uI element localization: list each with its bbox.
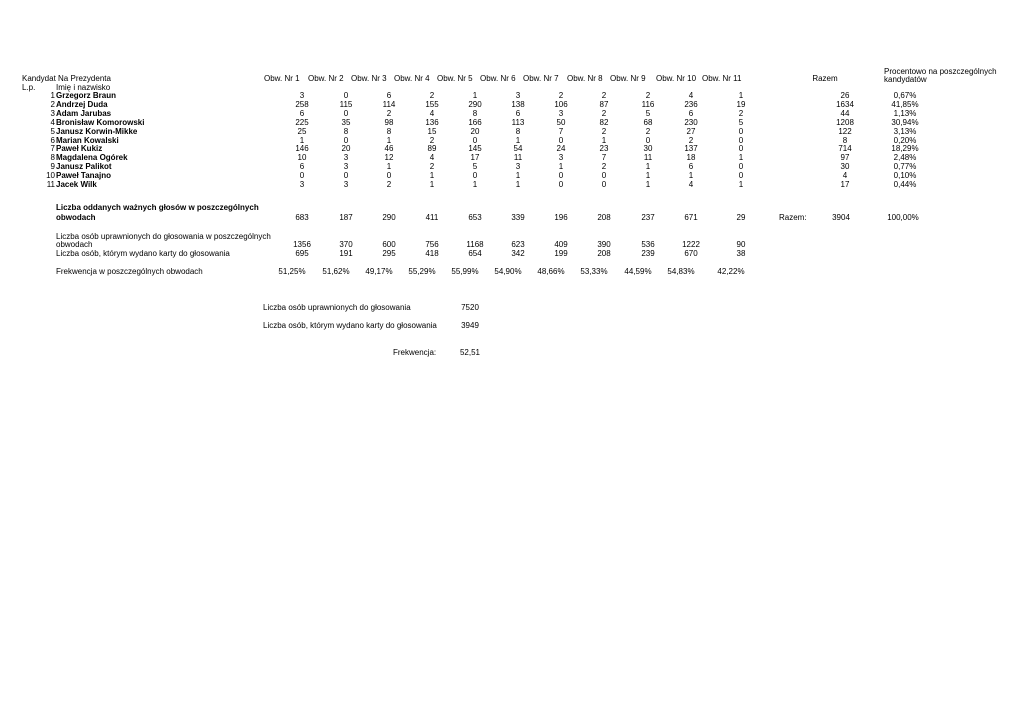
valid-votes-cell: 683 [295, 213, 309, 222]
candidate-name: Janusz Korwin-Mikke [56, 126, 138, 136]
candidate-votes-cell: 11 [513, 153, 523, 163]
candidate-votes-cell: 68 [643, 117, 653, 127]
candidate-votes-cell: 137 [684, 144, 698, 154]
candidate-name: Jacek Wilk [56, 180, 97, 189]
district-header: Obw. Nr 3 [351, 74, 387, 83]
candidate-votes-cell: 138 [511, 99, 525, 109]
candidate-lp: 1 [50, 91, 55, 100]
candidate-votes-cell: 2 [601, 162, 607, 172]
summary-ballots-value: 3949 [461, 321, 479, 330]
candidate-votes-cell: 0 [472, 135, 478, 145]
candidate-votes-cell: 50 [556, 117, 566, 127]
valid-votes-total: 3904 [832, 213, 850, 222]
candidate-votes-cell: 1 [386, 162, 392, 172]
candidate-votes-cell: 230 [684, 117, 698, 127]
turnout-cell: 53,33% [580, 267, 608, 276]
candidate-votes-cell: 290 [468, 99, 482, 109]
turnout-cell: 55,99% [451, 267, 479, 276]
district-header: Obw. Nr 10 [656, 74, 697, 83]
candidate-votes-cell: 2 [429, 162, 435, 172]
percent-header-line1: Procentowo na poszczególnych [884, 67, 997, 76]
candidate-votes-cell: 3 [343, 162, 349, 172]
candidate-votes-cell: 17 [470, 153, 480, 163]
candidate-votes-cell: 6 [386, 91, 392, 100]
candidate-votes-cell: 20 [470, 126, 480, 136]
candidate-votes-cell: 89 [427, 144, 437, 154]
eligible-cell: 623 [511, 240, 525, 249]
candidate-votes-cell: 1 [688, 171, 694, 181]
eligible-label-line1: Liczba osób uprawnionych do głosowania w poszczególnych [56, 232, 271, 241]
candidate-votes-cell: 6 [515, 108, 521, 118]
valid-votes-cell: 290 [382, 213, 396, 222]
candidate-total: 44 [840, 108, 850, 118]
candidate-votes-cell: 0 [558, 180, 564, 189]
candidate-votes-cell: 5 [472, 162, 478, 172]
candidate-votes-cell: 0 [386, 171, 392, 181]
candidate-lp: 4 [50, 117, 55, 127]
candidate-percent: 41,85% [891, 99, 919, 109]
candidate-votes-cell: 19 [736, 99, 746, 109]
candidate-votes-cell: 2 [386, 180, 392, 189]
candidate-votes-cell: 0 [738, 162, 744, 172]
candidate-votes-cell: 225 [295, 117, 309, 127]
candidate-votes-cell: 116 [641, 99, 655, 109]
candidate-votes-cell: 11 [643, 153, 653, 163]
candidate-total: 1634 [836, 99, 854, 109]
candidate-votes-cell: 27 [686, 126, 696, 136]
summary-turnout-value: 52,51 [459, 348, 481, 357]
candidate-votes-cell: 3 [558, 108, 564, 118]
candidate-lp: 5 [50, 126, 55, 136]
turnout-cell: 55,29% [408, 267, 436, 276]
lp-header: L.p. [22, 83, 36, 92]
candidate-votes-cell: 0 [343, 108, 349, 118]
candidate-votes-cell: 6 [688, 162, 694, 172]
candidate-votes-cell: 0 [299, 171, 305, 181]
candidate-votes-cell: 0 [343, 171, 349, 181]
candidate-votes-cell: 1 [738, 180, 744, 189]
candidate-votes-cell: 236 [684, 99, 698, 109]
valid-votes-cell: 187 [339, 213, 353, 222]
district-header: Obw. Nr 6 [480, 74, 516, 83]
candidate-votes-cell: 115 [339, 99, 353, 109]
candidate-votes-cell: 0 [343, 135, 349, 145]
candidate-votes-cell: 3 [299, 180, 305, 189]
candidate-votes-cell: 30 [643, 144, 653, 154]
ballots-cell: 418 [425, 249, 439, 258]
candidate-lp: 11 [46, 180, 55, 189]
candidate-votes-cell: 3 [299, 91, 305, 100]
district-header: Obw. Nr 2 [308, 74, 344, 83]
candidate-lp: 7 [50, 144, 55, 154]
ballots-cell: 695 [295, 249, 309, 258]
valid-votes-cell: 339 [511, 213, 525, 222]
candidate-votes-cell: 4 [688, 180, 694, 189]
candidate-percent: 0,67% [893, 91, 917, 100]
district-header: Obw. Nr 5 [437, 74, 473, 83]
district-header: Obw. Nr 7 [523, 74, 559, 83]
candidate-lp: 9 [50, 162, 55, 172]
ballots-cell: 295 [382, 249, 396, 258]
valid-votes-percent: 100,00% [887, 213, 919, 222]
candidate-votes-cell: 3 [343, 153, 349, 163]
candidate-votes-cell: 0 [738, 135, 744, 145]
candidate-total: 17 [840, 180, 850, 189]
candidate-votes-cell: 54 [513, 144, 523, 154]
candidate-percent: 0,77% [893, 162, 917, 172]
summary-ballots-label: Liczba osób, którym wydano karty do głosowania [263, 321, 437, 330]
candidate-votes-cell: 2 [429, 135, 435, 145]
candidate-votes-cell: 146 [295, 144, 309, 154]
candidate-percent: 0,44% [893, 180, 917, 189]
candidate-total: 30 [840, 162, 850, 172]
candidate-votes-cell: 5 [645, 108, 651, 118]
candidate-name: Adam Jarubas [56, 108, 112, 118]
turnout-cell: 54,90% [494, 267, 522, 276]
candidate-votes-cell: 0 [558, 171, 564, 181]
total-header: Razem [812, 74, 838, 83]
percent-header-line2: kandydatów [884, 75, 927, 84]
candidate-name: Paweł Kukiz [56, 144, 103, 154]
candidate-votes-cell: 1 [515, 135, 521, 145]
candidate-votes-cell: 25 [297, 126, 307, 136]
candidate-votes-cell: 1 [738, 153, 744, 163]
candidate-votes-cell: 35 [341, 117, 351, 127]
candidate-votes-cell: 18 [686, 153, 696, 163]
ballots-cell: 199 [554, 249, 568, 258]
candidate-votes-cell: 6 [299, 108, 305, 118]
candidate-votes-cell: 1 [515, 171, 521, 181]
candidate-votes-cell: 0 [558, 135, 564, 145]
candidate-percent: 3,13% [893, 126, 917, 136]
candidate-votes-cell: 2 [738, 108, 744, 118]
candidate-total: 97 [840, 153, 850, 163]
eligible-cell: 1168 [466, 240, 484, 249]
candidate-votes-cell: 106 [554, 99, 568, 109]
candidate-votes-cell: 87 [599, 99, 609, 109]
candidate-votes-cell: 10 [297, 153, 307, 163]
eligible-cell: 370 [339, 240, 353, 249]
candidate-votes-cell: 8 [472, 108, 478, 118]
candidate-name: Janusz Palikot [56, 162, 112, 172]
candidate-name: Andrzej Duda [56, 99, 108, 109]
candidate-votes-cell: 1 [472, 91, 478, 100]
candidate-votes-cell: 1 [645, 171, 651, 181]
candidate-votes-cell: 166 [468, 117, 482, 127]
district-header: Obw. Nr 11 [702, 74, 742, 83]
candidate-lp: 10 [46, 171, 55, 181]
candidate-votes-cell: 46 [384, 144, 394, 154]
turnout-label: Frekwencja w poszczególnych obwodach [56, 267, 203, 276]
candidate-votes-cell: 1 [386, 135, 392, 145]
candidate-lp: 8 [50, 153, 55, 163]
eligible-cell: 90 [736, 240, 746, 249]
candidate-votes-cell: 7 [601, 153, 607, 163]
candidate-percent: 1,13% [893, 108, 917, 118]
turnout-cell: 51,62% [322, 267, 350, 276]
turnout-cell: 44,59% [624, 267, 652, 276]
candidate-votes-cell: 3 [343, 180, 349, 189]
valid-votes-cell: 671 [684, 213, 698, 222]
eligible-cell: 1356 [293, 240, 311, 249]
eligible-cell: 409 [554, 240, 568, 249]
candidate-votes-cell: 3 [515, 91, 521, 100]
candidate-lp: 6 [50, 135, 55, 145]
candidate-votes-cell: 113 [511, 117, 525, 127]
candidate-percent: 0,20% [893, 135, 917, 145]
candidate-votes-cell: 2 [386, 108, 392, 118]
ballots-cell: 654 [468, 249, 482, 258]
valid-votes-label-line2: obwodach [56, 213, 96, 222]
valid-votes-cell: 196 [554, 213, 568, 222]
candidate-votes-cell: 2 [429, 91, 435, 100]
ballots-cell: 239 [641, 249, 655, 258]
candidate-votes-cell: 98 [384, 117, 394, 127]
valid-votes-cell: 653 [468, 213, 482, 222]
candidate-votes-cell: 1 [299, 135, 305, 145]
valid-votes-cell: 237 [641, 213, 655, 222]
ballots-cell: 208 [597, 249, 611, 258]
turnout-cell: 49,17% [365, 267, 393, 276]
candidate-votes-cell: 5 [738, 117, 744, 127]
candidate-votes-cell: 8 [386, 126, 392, 136]
candidate-total: 4 [842, 171, 848, 181]
candidate-total: 26 [840, 91, 850, 100]
candidate-votes-cell: 2 [645, 126, 651, 136]
candidate-votes-cell: 4 [429, 108, 435, 118]
valid-votes-cell: 411 [425, 213, 439, 222]
candidate-votes-cell: 258 [295, 99, 309, 109]
candidate-total: 122 [838, 126, 852, 136]
candidate-total: 1208 [836, 117, 854, 127]
candidate-percent: 18,29% [891, 144, 919, 154]
eligible-cell: 756 [425, 240, 439, 249]
candidate-votes-cell: 0 [343, 91, 349, 100]
candidate-votes-cell: 8 [343, 126, 349, 136]
candidate-votes-cell: 1 [738, 91, 744, 100]
candidate-votes-cell: 4 [429, 153, 435, 163]
candidate-lp: 3 [50, 108, 55, 118]
candidate-percent: 2,48% [893, 153, 917, 163]
summary-eligible-label: Liczba osób uprawnionych do głosowania [263, 303, 411, 312]
candidate-votes-cell: 0 [738, 126, 744, 136]
candidate-votes-cell: 1 [472, 180, 478, 189]
candidate-lp: 2 [50, 99, 55, 109]
candidate-votes-cell: 145 [468, 144, 482, 154]
candidate-votes-cell: 82 [599, 117, 609, 127]
candidate-votes-cell: 15 [427, 126, 437, 136]
candidate-votes-cell: 2 [601, 126, 607, 136]
candidate-votes-cell: 1 [429, 171, 435, 181]
candidate-votes-cell: 2 [645, 91, 651, 100]
summary-turnout-label: Frekwencja: [393, 348, 437, 357]
candidate-votes-cell: 1 [601, 135, 607, 145]
candidate-name: Paweł Tanajno [56, 171, 111, 181]
district-header: Obw. Nr 9 [610, 74, 646, 83]
candidate-votes-cell: 4 [688, 91, 694, 100]
candidate-votes-cell: 0 [601, 180, 607, 189]
eligible-cell: 600 [382, 240, 396, 249]
eligible-cell: 390 [597, 240, 611, 249]
candidate-votes-cell: 2 [688, 135, 694, 145]
turnout-cell: 51,25% [278, 267, 306, 276]
ballots-cell: 191 [339, 249, 353, 258]
candidate-votes-cell: 8 [515, 126, 521, 136]
valid-votes-label-line1: Liczba oddanych ważnych głosów w poszczególnych [56, 203, 259, 212]
district-header: Obw. Nr 8 [567, 74, 603, 83]
candidate-votes-cell: 1 [645, 180, 651, 189]
candidate-votes-cell: 23 [599, 144, 609, 154]
ballots-label: Liczba osób, którym wydano karty do głosowania [56, 249, 230, 258]
candidate-votes-cell: 0 [738, 144, 744, 154]
eligible-label-line2: obwodach [56, 240, 93, 249]
candidate-name: Bronisław Komorowski [56, 117, 145, 127]
eligible-cell: 536 [641, 240, 655, 249]
candidate-votes-cell: 1 [558, 162, 564, 172]
summary-eligible-value: 7520 [461, 303, 479, 312]
eligible-cell: 1222 [682, 240, 700, 249]
valid-votes-cell: 29 [736, 213, 746, 222]
candidate-votes-cell: 155 [425, 99, 439, 109]
candidate-votes-cell: 2 [601, 108, 607, 118]
candidate-votes-cell: 1 [515, 180, 521, 189]
name-header: Imię i nazwisko [56, 83, 111, 92]
candidate-votes-cell: 1 [645, 162, 651, 172]
ballots-cell: 38 [736, 249, 746, 258]
candidate-name: Magdalena Ogórek [56, 153, 128, 163]
candidate-votes-cell: 114 [382, 99, 396, 109]
candidate-votes-cell: 20 [341, 144, 351, 154]
ballots-cell: 342 [511, 249, 525, 258]
ballots-cell: 670 [684, 249, 698, 258]
candidate-votes-cell: 0 [738, 171, 744, 181]
candidate-votes-cell: 0 [601, 171, 607, 181]
candidate-total: 8 [842, 135, 848, 145]
candidate-name: Grzegorz Braun [56, 91, 117, 100]
turnout-cell: 48,66% [537, 267, 565, 276]
turnout-cell: 54,83% [667, 267, 695, 276]
candidate-votes-cell: 3 [558, 153, 564, 163]
candidate-votes-cell: 0 [472, 171, 478, 181]
candidate-total: 714 [838, 144, 852, 154]
candidate-percent: 0,10% [893, 171, 917, 181]
candidate-votes-cell: 6 [688, 108, 694, 118]
candidate-name: Marian Kowalski [56, 135, 119, 145]
district-header: Obw. Nr 1 [264, 74, 300, 83]
candidate-votes-cell: 7 [558, 126, 564, 136]
candidate-votes-cell: 1 [429, 180, 435, 189]
candidate-votes-cell: 2 [558, 91, 564, 100]
turnout-cell: 42,22% [717, 267, 745, 276]
candidate-votes-cell: 2 [601, 91, 607, 100]
candidate-votes-cell: 12 [384, 153, 394, 163]
candidate-votes-cell: 0 [645, 135, 651, 145]
district-header: Obw. Nr 4 [394, 74, 430, 83]
candidate-votes-cell: 24 [556, 144, 566, 154]
candidate-percent: 30,94% [891, 117, 919, 127]
candidate-votes-cell: 136 [425, 117, 439, 127]
candidate-votes-cell: 6 [299, 162, 305, 172]
valid-votes-cell: 208 [597, 213, 611, 222]
candidate-votes-cell: 3 [515, 162, 521, 172]
candidate-header: Kandydat Na Prezydenta [22, 74, 111, 83]
valid-votes-total-label: Razem: [779, 213, 807, 222]
